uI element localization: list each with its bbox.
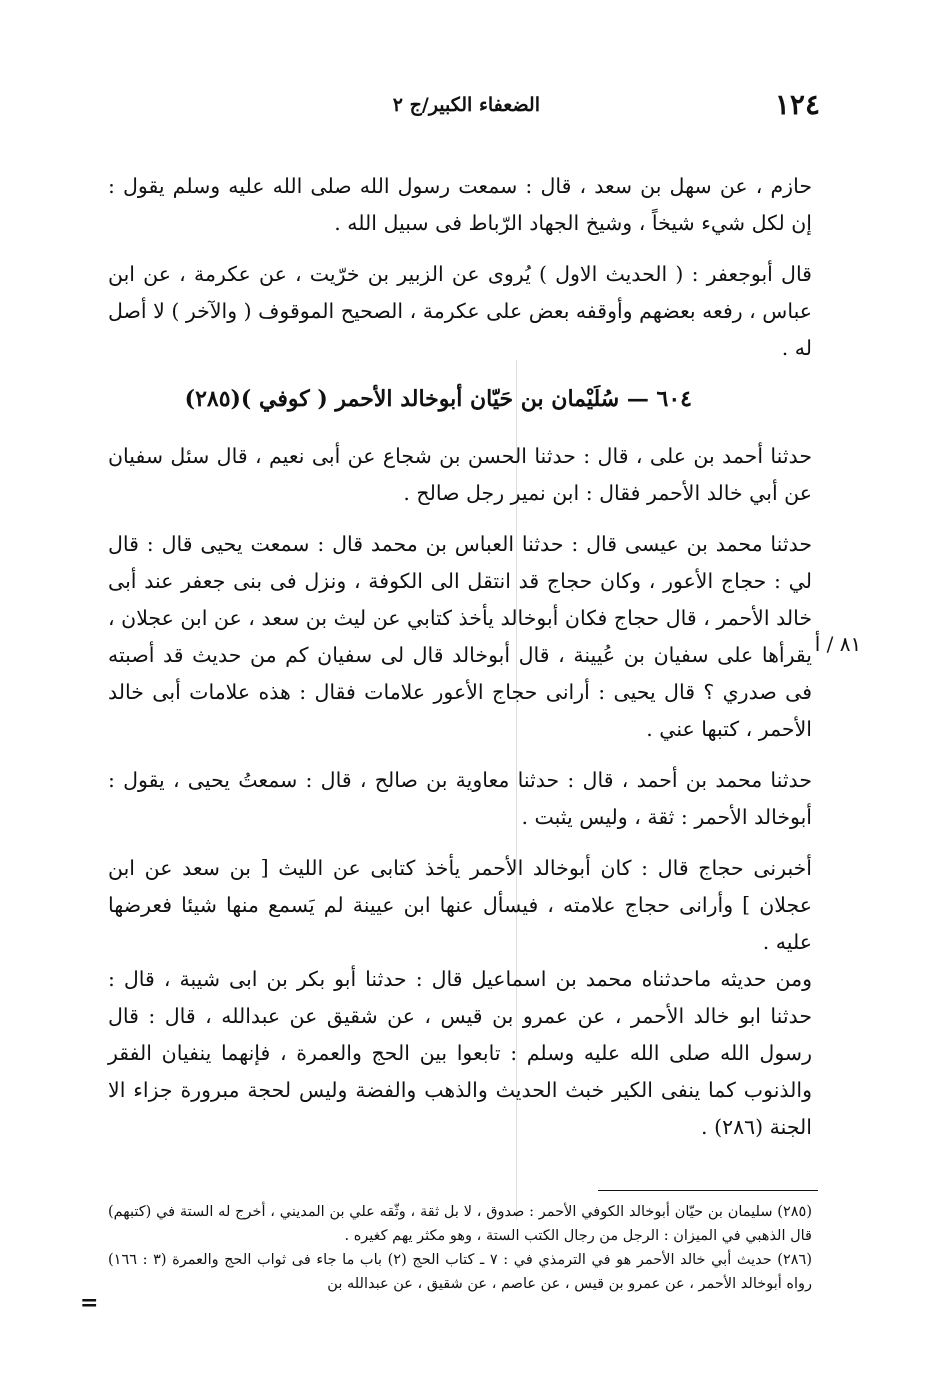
page-number: ١٢٤: [774, 88, 820, 121]
footnote-divider: [598, 1190, 818, 1191]
paragraph: أخبرنى حجاج قال : كان أبوخالد الأحمر يأخذ كتابى عن الليث [ بن سعد عن ابن عجلان ] وأرانى حجاج علامته ، فيسأل عنها ابن عيينة لم يَسمع منها شيئا فعرضها عليه .: [108, 856, 812, 954]
paragraph: حدثنا أحمد بن على ، قال : حدثنا الحسن بن شجاع عن أبى نعيم ، قال سئل سفيان عن أبي خالد الأحمر فقال : ابن نمير رجل صالح .: [108, 444, 812, 505]
continuation-mark: =: [80, 1290, 99, 1316]
manuscript-folio-note: ٨١ / أ: [814, 632, 862, 656]
main-text: [108, 168, 812, 1160]
footnotes: [108, 1200, 812, 1296]
paragraph: حازم ، عن سهل بن سعد ، قال : سمعت رسول الله صلى الله عليه وسلم يقول : إن لكل شيء شيخاً ، وشيخ الجهاد الرّباط فى سبيل الله .: [108, 174, 812, 235]
entry-heading: ٦٠٤ — سُلَيْمان بن حَيّان أبوخالد الأحمر ( كوفي )(٢٨٥): [184, 386, 692, 412]
paragraph: حدثنا محمد بن أحمد ، قال : حدثنا معاوية بن صالح ، قال : سمعتُ يحيى ، يقول : أبوخالد الأحمر : ثقة ، وليس يثبت .: [108, 768, 812, 829]
paragraph: قال أبوجعفر : ( الحديث الاول ) يُروى عن الزبير بن خرّيت ، عن عكرمة ، عن ابن عباس ، رفعه بعضهم وأوقفه بعض على عكرمة ، الصحيح الموقوف ( والآخر ) لا أصل له .: [108, 262, 812, 360]
footnote: (٢٨٦) حديث أبي خالد الأحمر هو في الترمذي في : ٧ ـ كتاب الحج (٢) باب ما جاء فى ثواب الحج والعمرة (٣ : ١٦٦) رواه أبوخالد الأحمر ، عن عمرو بن قيس ، عن عاصم ، عن شقيق ، عن عبدالله بن: [108, 1252, 812, 1292]
running-title: الضعفاء الكبير/ج ٢: [392, 94, 540, 116]
paragraph: ومن حديثه ماحدثناه محمد بن اسماعيل قال : حدثنا أبو بكر بن ابى شيبة ، قال : حدثنا ابو خالد الأحمر ، عن عمرو بن قيس ، عن شقيق عن عبدالله ، قال : قال رسول الله صلى الله عليه وسلم : تابعوا بين الحج والعمرة ، فإنهما ينفيان الفقر والذنوب كما ينفى الكير خبث الحديث والذهب والفضة وليس لحجة مبرورة جزاء الا الجنة (٢٨٦) .: [108, 967, 812, 1139]
paragraph: حدثنا محمد بن عيسى قال : حدثنا العباس بن محمد قال : سمعت يحيى قال : قال لي : حجاج الأعور ، وكان حجاج قد انتقل الى الكوفة ، ونزل فى بنى جعفر عند أبى خالد الأحمر ، قال حجاج فكان أبوخالد يأخذ كتابي عن ليث بن سعد ، عن ابن عجلان ، يقرأها على سفيان بن عُيينة ، قال أبوخالد قال لى سفيان كم من حديث قد أصبته فى صدري ؟ قال يحيى : أرانى حجاج الأعور علامات فقال : هذه علامات أبى خالد الأحمر ، كتبها عني .: [108, 532, 812, 741]
footnote: (٢٨٥) سليمان بن حيّان أبوخالد الكوفي الأحمر : صدوق ، لا بل ثقة ، وثّقه علي بن المديني ، أخرج له الستة في (كتبهم) قال الذهبي في الميزان : الرجل من رجال الكتب الستة ، وهو مكثر يهم كغيره .: [108, 1204, 812, 1244]
page-header: [110, 88, 820, 128]
